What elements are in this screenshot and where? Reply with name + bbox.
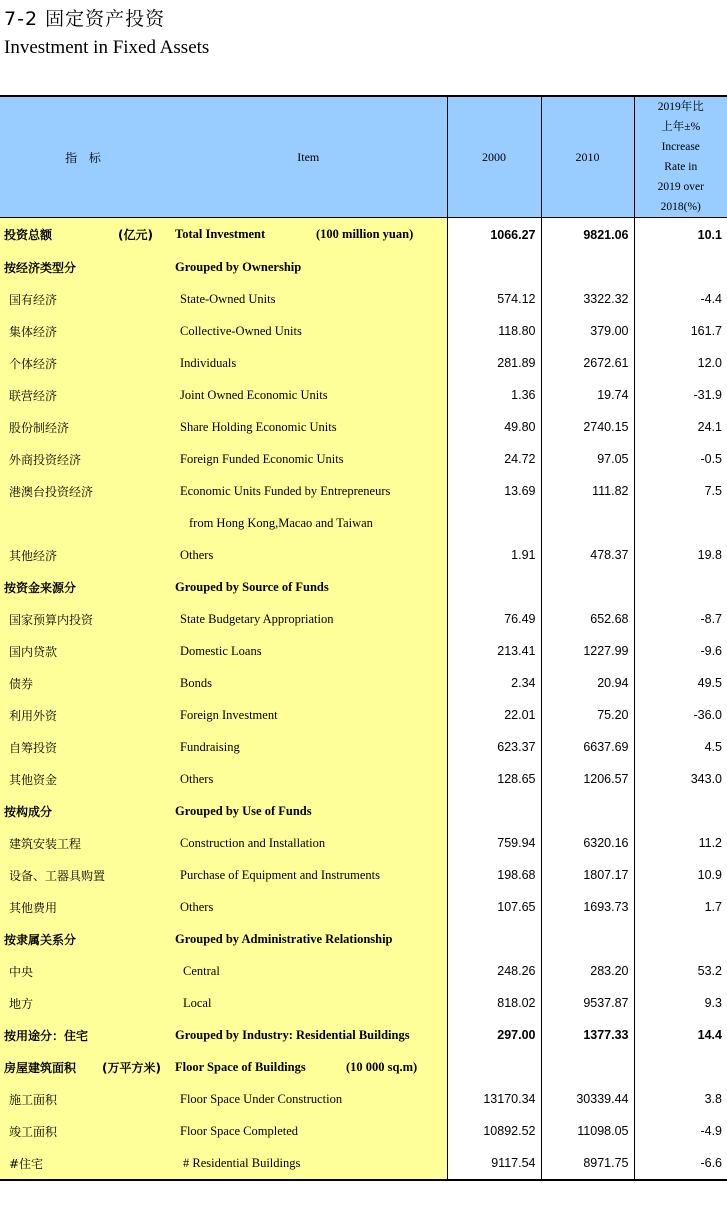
value-2000: 128.65: [447, 763, 541, 795]
table-row: [0, 315, 727, 347]
row-label-cn-text: 其他经济: [9, 548, 58, 563]
row-label-cn: [0, 891, 170, 923]
value-rate-2019: -31.9: [634, 379, 727, 411]
row-label-cn: [0, 635, 170, 667]
table-row: [0, 1115, 727, 1147]
row-label-cn-text: #住宅: [9, 1156, 44, 1171]
row-label-en: [170, 347, 447, 379]
row-label-en-text: Local: [183, 995, 212, 1010]
table-row: [0, 1019, 727, 1051]
table-row: [0, 475, 727, 507]
row-label-en: [170, 1051, 447, 1083]
value-2010: 1377.33: [541, 1019, 634, 1051]
value-2000: 297.00: [447, 1019, 541, 1051]
row-label-cn-text: 其他资金: [9, 772, 58, 787]
row-label-cn: [0, 731, 170, 763]
row-label-en: [170, 251, 447, 283]
value-2010: 3322.32: [541, 283, 634, 315]
row-label-cn: [0, 955, 170, 987]
value-rate-2019: 12.0: [634, 347, 727, 379]
row-label-en-text: Purchase of Equipment and Instruments: [180, 867, 380, 882]
value-rate-2019: 24.1: [634, 411, 727, 443]
row-label-cn-text: 中央: [9, 964, 34, 979]
value-2010: 30339.44: [541, 1083, 634, 1115]
row-label-en-text: Grouped by Administrative Relationship: [175, 931, 393, 946]
row-label-en-text: Grouped by Use of Funds: [175, 803, 312, 818]
value-rate-2019: 9.3: [634, 987, 727, 1019]
row-label-cn-text: 按构成分: [4, 804, 53, 819]
row-label-cn-text: 股份制经济: [9, 420, 70, 435]
table-row: [0, 603, 727, 635]
table-row: [0, 827, 727, 859]
row-label-cn-text: 施工面积: [9, 1092, 58, 1107]
table-row: [0, 891, 727, 923]
value-rate-2019: 11.2: [634, 827, 727, 859]
value-2010: 1206.57: [541, 763, 634, 795]
value-2000: [447, 1051, 541, 1083]
row-label-cn: [0, 763, 170, 795]
value-rate-2019: [634, 251, 727, 283]
row-label-en-text: Domestic Loans: [180, 643, 262, 658]
row-label-en-text: Foreign Investment: [180, 707, 278, 722]
row-label-cn-text: 债券: [9, 676, 34, 691]
value-2010: 19.74: [541, 379, 634, 411]
row-unit-cn: (亿元): [118, 228, 153, 242]
value-2010: 75.20: [541, 699, 634, 731]
row-label-en: [170, 635, 447, 667]
row-label-cn-text: 建筑安装工程: [9, 836, 82, 851]
row-label-cn: [0, 699, 170, 731]
row-label-cn-text: 设备、工器具购置: [9, 868, 106, 883]
table-row: [0, 571, 727, 603]
value-2010: 111.82: [541, 475, 634, 507]
row-label-en: [170, 795, 447, 827]
table-row: [0, 859, 727, 891]
value-rate-2019: 10.1: [634, 218, 727, 252]
value-2000: [447, 923, 541, 955]
header-increase-rate: [634, 96, 727, 218]
value-2010: [541, 923, 634, 955]
value-2010: [541, 507, 634, 539]
table-title-chinese: 7-2 固定资产投资: [4, 8, 166, 30]
table-title-english: Investment in Fixed Assets: [4, 37, 210, 58]
rate-header-line: 2019年比: [657, 101, 704, 113]
row-label-en: [170, 827, 447, 859]
value-2000: 49.80: [447, 411, 541, 443]
table-row: [0, 1051, 727, 1083]
value-2000: 759.94: [447, 827, 541, 859]
value-rate-2019: -36.0: [634, 699, 727, 731]
value-2000: 281.89: [447, 347, 541, 379]
row-label-en: [170, 667, 447, 699]
value-2010: 1693.73: [541, 891, 634, 923]
value-2000: 2.34: [447, 667, 541, 699]
row-label-en-text: Others: [180, 899, 214, 914]
value-rate-2019: 14.4: [634, 1019, 727, 1051]
row-label-cn: [0, 283, 170, 315]
value-rate-2019: -9.6: [634, 635, 727, 667]
row-label-cn-text: 投资总额: [4, 228, 53, 242]
row-label-en: [170, 859, 447, 891]
value-2010: 8971.75: [541, 1147, 634, 1180]
table-row: [0, 347, 727, 379]
rate-header-line: 上年±%: [661, 121, 701, 133]
value-2000: [447, 571, 541, 603]
row-label-en-text: Floor Space Completed: [180, 1123, 299, 1138]
row-label-en: [170, 731, 447, 763]
value-2000: [447, 251, 541, 283]
row-label-cn: [0, 1115, 170, 1147]
row-label-cn-text: 利用外资: [9, 708, 58, 723]
value-2000: 24.72: [447, 443, 541, 475]
value-rate-2019: -6.6: [634, 1147, 727, 1180]
value-rate-2019: 49.5: [634, 667, 727, 699]
row-label-en-text: Floor Space of Buildings: [175, 1059, 306, 1074]
row-label-cn: [0, 795, 170, 827]
value-2000: 13.69: [447, 475, 541, 507]
row-label-en-text: Individuals: [180, 355, 237, 370]
value-2010: 6637.69: [541, 731, 634, 763]
row-label-cn-text: 竣工面积: [9, 1124, 58, 1139]
row-label-en-text: Share Holding Economic Units: [180, 419, 337, 434]
row-label-cn: [0, 475, 170, 507]
value-2010: 2672.61: [541, 347, 634, 379]
row-label-cn: [0, 539, 170, 571]
value-rate-2019: -0.5: [634, 443, 727, 475]
value-2010: [541, 571, 634, 603]
row-label-en: [170, 987, 447, 1019]
table-row: [0, 411, 727, 443]
value-2010: 6320.16: [541, 827, 634, 859]
fixed-assets-investment-table: [0, 95, 727, 1181]
row-label-en-text: Others: [180, 771, 214, 786]
value-2010: 2740.15: [541, 411, 634, 443]
row-label-cn-text: 个体经济: [9, 356, 58, 371]
table-row: [0, 923, 727, 955]
value-2000: 22.01: [447, 699, 541, 731]
row-label-cn-text: 国内贷款: [9, 644, 58, 659]
value-2010: 478.37: [541, 539, 634, 571]
row-label-en-text: Joint Owned Economic Units: [180, 387, 328, 402]
row-label-cn: [0, 379, 170, 411]
row-label-en: [170, 443, 447, 475]
value-rate-2019: [634, 795, 727, 827]
row-label-cn: [0, 1051, 170, 1083]
value-rate-2019: [634, 923, 727, 955]
row-label-cn: [0, 987, 170, 1019]
value-2000: 213.41: [447, 635, 541, 667]
row-label-en-text: Floor Space Under Construction: [180, 1091, 343, 1106]
row-label-en: [170, 1019, 447, 1051]
row-label-en-text: Construction and Installation: [180, 835, 326, 850]
row-label-cn: [0, 827, 170, 859]
row-label-en: [170, 315, 447, 347]
header-year-2010: 2010: [541, 96, 634, 218]
row-label-en: [170, 699, 447, 731]
value-rate-2019: -4.4: [634, 283, 727, 315]
row-label-en: [170, 1147, 447, 1180]
row-label-cn: [0, 1019, 170, 1051]
row-label-cn: [0, 218, 170, 252]
row-label-en-text: Total Investment: [175, 227, 266, 241]
row-label-cn-text: 外商投资经济: [9, 452, 82, 467]
table-row: [0, 1147, 727, 1180]
value-2000: 1.36: [447, 379, 541, 411]
row-label-en-text: Economic Units Funded by Entrepreneurs: [180, 483, 391, 498]
row-label-en: [170, 1083, 447, 1115]
row-unit-en: (10 000 sq.m): [346, 1059, 418, 1074]
row-label-cn: [0, 571, 170, 603]
value-rate-2019: 53.2: [634, 955, 727, 987]
table-row: [0, 283, 727, 315]
row-label-cn: [0, 411, 170, 443]
row-label-cn-text: 按经济类型分: [4, 260, 77, 275]
row-label-en: [170, 539, 447, 571]
row-label-cn: [0, 923, 170, 955]
row-label-cn: [0, 315, 170, 347]
table-row: [0, 699, 727, 731]
row-label-en-text: # Residential Buildings: [183, 1155, 301, 1170]
rate-header-line: Rate in: [664, 161, 698, 173]
value-2000: 9117.54: [447, 1147, 541, 1180]
row-label-en: [170, 763, 447, 795]
row-label-cn: [0, 1083, 170, 1115]
value-rate-2019: [634, 571, 727, 603]
value-rate-2019: 4.5: [634, 731, 727, 763]
row-label-en-text: State-Owned Units: [180, 291, 276, 306]
row-label-cn: [0, 443, 170, 475]
row-label-cn-text: 地方: [9, 996, 34, 1011]
table-row: [0, 251, 727, 283]
row-label-cn-text: 其他费用: [9, 900, 58, 915]
row-label-en-text: Foreign Funded Economic Units: [180, 451, 344, 466]
value-2000: 13170.34: [447, 1083, 541, 1115]
row-label-en: [170, 923, 447, 955]
value-2000: [447, 507, 541, 539]
value-2010: [541, 795, 634, 827]
value-rate-2019: 19.8: [634, 539, 727, 571]
row-label-cn: [0, 603, 170, 635]
row-label-en-text: Grouped by Ownership: [175, 259, 302, 274]
row-label-cn-text: 国有经济: [9, 292, 58, 307]
row-label-en: [170, 507, 447, 539]
row-label-en: [170, 411, 447, 443]
value-2000: [447, 795, 541, 827]
row-label-en: [170, 955, 447, 987]
table-row: [0, 667, 727, 699]
row-label-en: [170, 379, 447, 411]
value-2000: 10892.52: [447, 1115, 541, 1147]
value-2010: 1807.17: [541, 859, 634, 891]
value-2010: 9821.06: [541, 218, 634, 252]
row-label-en: [170, 891, 447, 923]
value-2000: 574.12: [447, 283, 541, 315]
value-2000: 1.91: [447, 539, 541, 571]
row-label-en: [170, 475, 447, 507]
value-2000: 623.37: [447, 731, 541, 763]
table-row: [0, 379, 727, 411]
row-label-cn-text: 自筹投资: [9, 740, 58, 755]
table-row: [0, 443, 727, 475]
row-label-cn: [0, 1147, 170, 1180]
value-rate-2019: -4.9: [634, 1115, 727, 1147]
table-row: [0, 987, 727, 1019]
table-row: [0, 955, 727, 987]
value-2010: 652.68: [541, 603, 634, 635]
value-2010: 9537.87: [541, 987, 634, 1019]
row-label-cn-text: 港澳台投资经济: [9, 484, 94, 499]
value-rate-2019: 161.7: [634, 315, 727, 347]
row-label-cn-text: 按用途分：住宅: [4, 1028, 89, 1043]
row-unit-en: (100 million yuan): [316, 227, 414, 241]
header-indicator-cn: 指 标: [0, 96, 170, 218]
value-2000: 107.65: [447, 891, 541, 923]
row-label-en: [170, 603, 447, 635]
row-label-cn-text: 国家预算内投资: [9, 612, 94, 627]
row-label-cn-text: 联营经济: [9, 388, 58, 403]
row-label-en-text: State Budgetary Appropriation: [180, 611, 334, 626]
table-row: [0, 1083, 727, 1115]
value-rate-2019: 3.8: [634, 1083, 727, 1115]
value-rate-2019: [634, 1051, 727, 1083]
row-label-en-text: Central: [183, 963, 220, 978]
rate-header-line: 2019 over: [657, 181, 704, 193]
row-label-en-text: Bonds: [180, 675, 212, 690]
rate-header-line: Increase: [661, 141, 700, 153]
header-row: [0, 96, 727, 218]
row-label-en: [170, 571, 447, 603]
table-row: [0, 635, 727, 667]
row-label-en: [170, 283, 447, 315]
table-row: [0, 795, 727, 827]
value-rate-2019: [634, 507, 727, 539]
row-label-en: [170, 218, 447, 252]
value-rate-2019: 7.5: [634, 475, 727, 507]
row-label-cn-text: 按隶属关系分: [4, 932, 77, 947]
value-2000: 198.68: [447, 859, 541, 891]
value-2010: 20.94: [541, 667, 634, 699]
value-2010: [541, 1051, 634, 1083]
value-2010: [541, 251, 634, 283]
row-label-en-text: Grouped by Source of Funds: [175, 579, 329, 594]
row-label-en-text: Others: [180, 547, 214, 562]
value-2000: 1066.27: [447, 218, 541, 252]
table-row: [0, 218, 727, 252]
value-2010: 283.20: [541, 955, 634, 987]
value-2010: 1227.99: [541, 635, 634, 667]
row-label-cn-text: 按资金来源分: [4, 580, 77, 595]
header-item-en: Item: [170, 96, 447, 218]
value-2010: 11098.05: [541, 1115, 634, 1147]
value-2000: 118.80: [447, 315, 541, 347]
table-row: [0, 507, 727, 539]
row-label-en-text: Collective-Owned Units: [180, 323, 302, 338]
value-2000: 248.26: [447, 955, 541, 987]
table-row: [0, 731, 727, 763]
rate-header-line: 2018(%): [660, 201, 701, 213]
row-label-cn-text: 房屋建筑面积: [4, 1060, 77, 1075]
row-label-en-text: from Hong Kong,Macao and Taiwan: [189, 515, 373, 530]
row-label-cn-text: 集体经济: [9, 324, 58, 339]
value-2000: 76.49: [447, 603, 541, 635]
value-2010: 97.05: [541, 443, 634, 475]
row-label-en-text: Grouped by Industry: Residential Buildings: [175, 1027, 410, 1042]
value-rate-2019: -8.7: [634, 603, 727, 635]
row-label-cn: [0, 667, 170, 699]
value-rate-2019: 343.0: [634, 763, 727, 795]
value-2010: 379.00: [541, 315, 634, 347]
table-row: [0, 763, 727, 795]
header-year-2000: 2000: [447, 96, 541, 218]
table-row: [0, 539, 727, 571]
row-label-en: [170, 1115, 447, 1147]
row-label-cn: [0, 507, 170, 539]
value-rate-2019: 1.7: [634, 891, 727, 923]
row-unit-cn: (万平方米): [102, 1060, 161, 1075]
row-label-en-text: Fundraising: [180, 739, 240, 754]
row-label-cn: [0, 859, 170, 891]
row-label-cn: [0, 251, 170, 283]
value-rate-2019: 10.9: [634, 859, 727, 891]
value-2000: 818.02: [447, 987, 541, 1019]
row-label-cn: [0, 347, 170, 379]
